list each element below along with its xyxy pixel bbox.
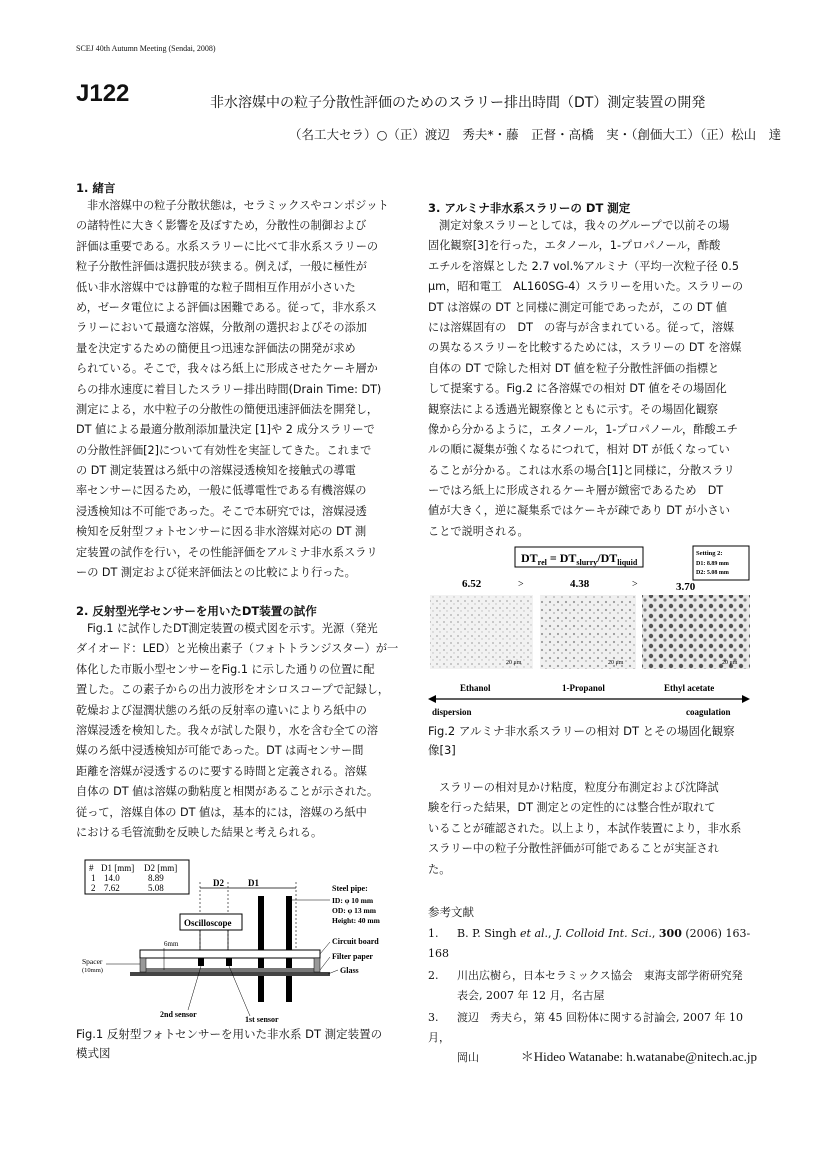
text-line: いることが確認された。以上より，本試作装置により，非水系 — [428, 821, 742, 835]
fig1-table-r1c0: 1 — [91, 873, 96, 883]
fig1-steel-pipe-left — [258, 896, 264, 1002]
text-line: μm，昭和電工 AL160SG-4）スラリーを用いた。スラリーの — [428, 280, 744, 294]
text-line: 低い非水溶媒中では静電的な粒子間相互作用が小さいた — [76, 280, 356, 294]
text-line: の分散性評価[2]について有効性を実証してきた。これまで — [76, 443, 372, 457]
text-line: スラリー中の粒子分散性評価が可能であることが実証され — [428, 842, 719, 856]
fig1-circuit-board-label: Circuit board — [332, 937, 379, 946]
fig1-table-r1c2: 8.89 — [148, 873, 164, 883]
fig2-scale-1: 20 μm — [506, 660, 522, 666]
section-1-body — [76, 196, 406, 583]
section-3-body — [428, 216, 758, 542]
text-line: 浸透検知は不可能であった。そこで本研究では，溶媒浸透 — [76, 504, 367, 518]
fig1-gap-label: 6mm — [164, 940, 179, 948]
fig2-gt-1: > — [518, 579, 524, 590]
fig2-setting-label: Setting 2: — [696, 550, 723, 557]
text-line: ることが分かる。これは水系の場合[1]と同様に，分散スラリ — [428, 463, 735, 477]
reference-2: 2. 川出広樹ら，日本セラミックス協会 東海支部学術研究発 表会, 2007 年 12 月，名古屋 — [428, 969, 743, 1002]
fig1-circuit-board — [140, 950, 320, 958]
fig1-label-d1: D1 — [248, 878, 259, 888]
text-line: 自体の DT で除した相対 DT 値を粒子分散性評価の指標と — [428, 361, 720, 375]
fig1-pipe-od: OD: φ 13 mm — [332, 906, 377, 915]
fig2-solvent-propanol: 1-Propanol — [562, 683, 605, 693]
fig2-gt-2: > — [632, 579, 638, 590]
fig2-coagulation-label: coagulation — [686, 707, 731, 717]
fig1-steel-pipe-right — [286, 896, 292, 1002]
text-line: DT 値による最適分散剤添加量決定 [1]や 2 成分スラリーで — [76, 423, 375, 437]
fig1-table-h1: D1 [mm] — [101, 863, 135, 873]
section-1-heading: 1. 緒言 — [76, 181, 116, 195]
fig1-label-d2: D2 — [213, 878, 224, 888]
fig1-pipe-id: ID: φ 10 mm — [332, 896, 374, 905]
fig1-sensor-1-label: 1st sensor — [245, 1015, 279, 1023]
section-2-heading: 2. 反射型光学センサーを用いたDT装置の試作 — [76, 604, 317, 618]
fig1-pipe-height: Height: 40 mm — [332, 916, 380, 925]
text-line: 媒のろ紙中浸透検知が可能であった。DT は両センサー間 — [76, 744, 364, 758]
text-line: 値が大きく，逆に凝集系ではケーキが疎であり DT が小さい — [428, 504, 731, 518]
section-2-body — [76, 619, 406, 843]
fig1-glass — [130, 972, 330, 976]
fig1-spacer-label: Spacer — [82, 957, 103, 966]
section-3-heading: 3. アルミナ非水系スラリーの DT 測定 — [428, 201, 631, 215]
fig1-caption — [76, 1025, 416, 1063]
text-line: 体化した市販小型センサーをFig.1 に示した通りの位置に配 — [76, 662, 375, 676]
fig1-table-r2c1: 7.62 — [104, 883, 120, 893]
fig1-table-h2: D2 [mm] — [144, 863, 178, 873]
text-line: Fig.1 に試作したDT測定装置の模式図を示す。光源（発光 — [87, 622, 378, 635]
fig2-value-ethanol: 6.52 — [462, 578, 482, 590]
text-line: 測定対象スラリーとしては，我々のグループで以前その場 — [439, 219, 730, 232]
text-line: には溶媒固有の DT の寄与が含まれている。従って，溶媒 — [428, 320, 735, 334]
meeting-name: SCEJ 40th Autumn Meeting (Sendai, 2008) — [76, 44, 216, 53]
fig2-caption — [428, 722, 758, 760]
fig1-glass-label: Glass — [340, 966, 359, 975]
text-line: 溶媒浸透を検知した。我々が試した限り，水を含む全ての溶 — [76, 723, 379, 737]
text-line: た。 — [428, 862, 451, 876]
fig1-spacer-size: (10mm) — [82, 967, 103, 974]
text-line: 粒子分散性評価は選択肢が狭まる。例えば，一般に極性が — [76, 260, 367, 274]
text-line: 距離を溶媒が浸透するのに要する時間と定義される。溶媒 — [76, 764, 367, 778]
text-line: 従って，溶媒自体の DT 値は，基本的には，溶媒のろ紙中 — [76, 805, 367, 819]
text-line: 非水溶媒中の粒子分散状態は，セラミックスやコンポジット — [87, 199, 389, 212]
fig2-setting-d1: D1: 8.89 mm — [696, 561, 729, 567]
fig2-caption-line1: Fig.2 アルミナ非水系スラリーの相対 DT とその場固化観察 — [428, 724, 735, 738]
text-line: して提案する。Fig.2 に各溶媒での相対 DT 値をその場固化 — [428, 382, 727, 396]
text-line: 自体の DT 値は溶媒の動粘度と相関があることが示された。 — [76, 785, 379, 799]
text-line: め，ゼータ電位による評価は困難である。従って，非水系ス — [76, 300, 377, 314]
fig2-formula: $DT_{rel} = DT_{slurry}/DT_{liquid}$ — [521, 551, 638, 567]
fig1-diagram — [80, 858, 420, 1023]
text-line: ルの順に凝集が強くなるにつれて，相対 DT が低くなってい — [428, 443, 730, 457]
fig1-table-r2c0: 2 — [91, 883, 96, 893]
text-line: られている。そこで，我々はろ紙上に形成させたケーキ層か — [76, 362, 378, 376]
fig2-figure — [428, 543, 758, 723]
fig1-oscilloscope-label: Oscilloscope — [184, 918, 232, 928]
text-line: 乾燥および湿潤状態のろ紙の反射率の違いによりろ紙中の — [76, 703, 367, 717]
text-line: ーではろ紙上に形成されるケーキ層が緻密であるため DT — [428, 484, 724, 498]
fig1-sensor-2-label: 2nd sensor — [160, 1010, 197, 1019]
text-line: ことで説明される。 — [428, 524, 529, 538]
fig1-caption-line1: Fig.1 反射型フォトセンサーを用いた非水系 DT 測定装置の — [76, 1027, 383, 1041]
fig2-caption-line2: 像[3] — [428, 743, 456, 757]
fig1-spacer-left — [140, 958, 146, 972]
text-line: の諸特性に大きく影響を及ぼすため，分散性の制御および — [76, 219, 367, 233]
author-list: （名工大セラ）○（正）渡辺 秀夫*・藤 正督・高橋 実・（創価大工）（正）松山 達 — [289, 127, 782, 142]
fig1-sensor-1 — [226, 958, 232, 966]
fig1-table-r1c1: 14.0 — [104, 873, 120, 883]
text-line: 検知を反射型フォトセンサーに因る非水溶媒対応の DT 測 — [76, 525, 367, 539]
paper-code: J122 — [76, 80, 130, 107]
text-line: の DT 測定装置はろ紙中の溶媒浸透検知を接触式の導電 — [76, 464, 356, 478]
fig1-sensor-2 — [198, 958, 204, 966]
text-line: 率センサーに因るため，一般に低導電性である有機溶媒の — [76, 484, 367, 498]
text-line: 験を行った結果，DT 測定との定性的には整合性が取れて — [428, 801, 716, 815]
text-line: スラリーの相対見かけ粘度，粒度分布測定および沈降試 — [439, 781, 719, 794]
paper-title: 非水溶媒中の粒子分散性評価のためのスラリー排出時間（DT）測定装置の開発 — [210, 95, 706, 111]
fig1-table-h0: # — [89, 863, 94, 873]
text-line: ラリーにおいて最適な溶媒，分散剤の選択およびその添加 — [76, 321, 367, 335]
fig2-value-propanol: 4.38 — [570, 578, 590, 590]
text-line: エチルを溶媒とした 2.7 vol.%アルミナ（平均一次粒子径 0.5 — [428, 259, 739, 273]
text-line: 評価は重要である。水系スラリーに比べて非水系スラリーの — [76, 239, 379, 253]
text-line: DT は溶媒の DT と同様に測定可能であったが，この DT 値 — [428, 300, 727, 314]
fig2-solvent-ethanol: Ethanol — [460, 683, 491, 693]
text-line: 固化観察[3]を行った，エタノール，1-プロパノール，酢酸 — [428, 239, 721, 253]
reference-1: 1. B. P. Singh et al., J. Colloid Int. Sci., 300 (2006) 163-168 — [428, 927, 751, 960]
fig1-steel-pipe-label: Steel pipe: — [332, 884, 368, 893]
fig2-scale-2: 20 μm — [608, 660, 624, 666]
text-line: ダイオード：LED）と光検出素子（フォトトランジスター）が一 — [76, 642, 399, 656]
fig1-spacer-right — [314, 958, 320, 972]
fig1-table-r2c2: 5.08 — [148, 883, 164, 893]
text-line: 定装置の試作を行い，その性能評価をアルミナ非水系スラリ — [76, 545, 378, 559]
corresponding-author: ＊Hideo Watanabe: h.watanabe@nitech.ac.jp — [520, 1049, 757, 1064]
fig2-solvent-ethyl-acetate: Ethyl acetate — [664, 683, 715, 693]
references-heading: 参考文献 — [428, 905, 474, 919]
text-line: ーの DT 測定および従来評価法との比較により行った。 — [76, 566, 356, 580]
fig2-setting-d2: D2: 5.08 mm — [696, 570, 729, 576]
text-line: の異なるスラリーを比較するためには，スラリーの DT を溶媒 — [428, 341, 742, 355]
text-line: における毛管流動を反映した結果と考えられる。 — [76, 825, 323, 839]
fig2-value-ethyl-acetate: 3.70 — [676, 581, 696, 593]
reference-3: 3. 渡辺 秀夫ら，第 45 回粉体に関する討論会, 2007 年 10 月， 岡山 — [428, 1011, 743, 1064]
fig1-caption-line2: 模式図 — [76, 1046, 111, 1060]
fig2-dispersion-label: dispersion — [432, 707, 472, 717]
text-line: らの排水速度に着目したスラリー排出時間(Drain Time: DT) — [76, 382, 382, 396]
text-line: 像から分かるように，エタノール，1-プロパノール，酢酸エチ — [428, 422, 738, 436]
text-line: 観察法による透過光観察像とともに示す。その場固化観察 — [428, 402, 718, 416]
text-line: 量を決定するための簡便且つ迅速な評価法の開発が求め — [76, 341, 356, 355]
text-line: 測定による，水中粒子の分散性の簡便迅速評価法を開発し， — [76, 402, 379, 416]
fig1-filter-paper-label: Filter paper — [332, 952, 373, 961]
fig2-scale-3: 20 μm — [722, 660, 738, 666]
text-line: 置した。この素子からの出力波形をオシロスコープで記録し， — [76, 683, 390, 697]
conclusion-body — [428, 778, 758, 880]
